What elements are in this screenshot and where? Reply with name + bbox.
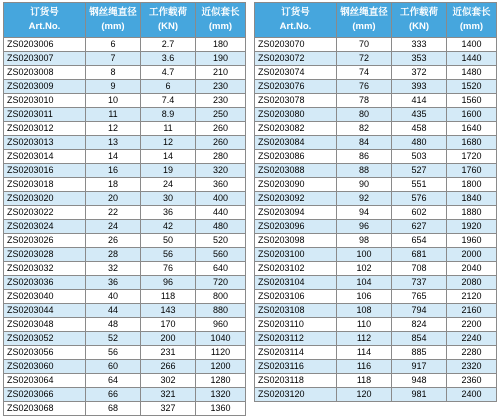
length-cell: 1720 [447,150,497,164]
table-row [4,164,246,178]
diameter-cell: 40 [86,290,141,304]
length-cell: 560 [196,248,246,262]
diameter-cell: 112 [337,332,392,346]
load-cell: 14 [141,150,196,164]
load-cell: 3.6 [141,52,196,66]
diameter-cell: 100 [337,248,392,262]
table-row [255,276,497,290]
diameter-cell: 90 [337,178,392,192]
load-cell: 76 [141,262,196,276]
art-no-cell: ZS0203110 [255,318,337,332]
length-cell: 1520 [447,80,497,94]
diameter-cell: 64 [86,374,141,388]
load-cell: 42 [141,220,196,234]
header-diameter-unit: (mm) [101,21,125,32]
load-cell: 435 [392,108,447,122]
table-row [255,150,497,164]
load-cell: 372 [392,66,447,80]
load-cell: 7.4 [141,94,196,108]
length-cell: 190 [196,52,246,66]
length-cell: 640 [196,262,246,276]
diameter-cell: 36 [86,276,141,290]
diameter-cell: 72 [337,52,392,66]
load-cell: 266 [141,360,196,374]
table-row [4,262,246,276]
art-no-cell: ZS0203116 [255,360,337,374]
header-length [196,3,246,38]
load-cell: 414 [392,94,447,108]
load-cell: 353 [392,52,447,66]
art-no-cell: ZS0203044 [4,304,86,318]
diameter-cell: 104 [337,276,392,290]
art-no-cell: ZS0203094 [255,206,337,220]
diameter-cell: 8 [86,66,141,80]
header-load-label: 工作载荷 [399,7,438,18]
diameter-cell: 52 [86,332,141,346]
right-table-body [255,38,497,402]
load-cell: 4.7 [141,66,196,80]
table-row [4,234,246,248]
load-cell: 170 [141,318,196,332]
diameter-cell: 78 [337,94,392,108]
table-row [255,248,497,262]
load-cell: 480 [392,136,447,150]
load-cell: 30 [141,192,196,206]
load-cell: 765 [392,290,447,304]
art-no-cell: ZS0203120 [255,388,337,402]
load-cell: 2.7 [141,38,196,52]
load-cell: 458 [392,122,447,136]
header-art-no-label: Art.No. [28,21,61,32]
art-no-cell: ZS0203086 [255,150,337,164]
length-cell: 250 [196,108,246,122]
diameter-cell: 88 [337,164,392,178]
length-cell: 1280 [196,374,246,388]
load-cell: 654 [392,234,447,248]
art-no-cell: ZS0203096 [255,220,337,234]
length-cell: 400 [196,192,246,206]
art-no-cell: ZS0203074 [255,66,337,80]
diameter-cell: 48 [86,318,141,332]
load-cell: 8.9 [141,108,196,122]
load-cell: 200 [141,332,196,346]
table-row [255,66,497,80]
diameter-cell: 22 [86,206,141,220]
header-length-unit: (mm) [208,21,233,32]
header-load [141,3,196,38]
diameter-cell: 44 [86,304,141,318]
art-no-cell: ZS0203072 [255,52,337,66]
table-row [4,318,246,332]
load-cell: 56 [141,248,196,262]
diameter-cell: 108 [337,304,392,318]
table-row [255,234,497,248]
diameter-cell: 118 [337,374,392,388]
diameter-cell: 56 [86,346,141,360]
art-no-cell: ZS0203022 [4,206,86,220]
header-diameter-label: 钢丝绳直径 [89,7,137,18]
header-order-no-label: 订货号 [281,7,310,18]
length-cell: 280 [196,150,246,164]
diameter-cell: 68 [86,402,141,416]
diameter-cell: 11 [86,108,141,122]
table-row [4,206,246,220]
load-cell: 6 [141,80,196,94]
art-no-cell: ZS0203080 [255,108,337,122]
length-cell: 2000 [447,248,497,262]
length-cell: 440 [196,206,246,220]
table-row [4,108,246,122]
load-cell: 302 [141,374,196,388]
load-cell: 143 [141,304,196,318]
length-cell: 260 [196,122,246,136]
art-no-cell: ZS0203040 [4,290,86,304]
header-length-label: 近似套长 [201,7,240,18]
load-cell: 917 [392,360,447,374]
table-row [255,346,497,360]
diameter-cell: 70 [337,38,392,52]
header-order-no-label: 订货号 [30,7,59,18]
length-cell: 1600 [447,108,497,122]
header-diameter [86,3,141,38]
load-cell: 36 [141,206,196,220]
load-cell: 708 [392,262,447,276]
table-row [4,192,246,206]
load-cell: 327 [141,402,196,416]
art-no-cell: ZS0203011 [4,108,86,122]
art-no-cell: ZS0203010 [4,94,86,108]
length-cell: 1920 [447,220,497,234]
length-cell: 1200 [196,360,246,374]
table-row [255,360,497,374]
length-cell: 320 [196,164,246,178]
art-no-cell: ZS0203056 [4,346,86,360]
table-row [255,178,497,192]
load-cell: 885 [392,346,447,360]
header-art-no [255,3,337,38]
diameter-cell: 6 [86,38,141,52]
length-cell: 2080 [447,276,497,290]
length-cell: 1840 [447,192,497,206]
length-cell: 520 [196,234,246,248]
art-no-cell: ZS0203036 [4,276,86,290]
length-cell: 480 [196,220,246,234]
art-no-cell: ZS0203118 [255,374,337,388]
diameter-cell: 16 [86,164,141,178]
load-cell: 393 [392,80,447,94]
art-no-cell: ZS0203018 [4,178,86,192]
art-no-cell: ZS0203007 [4,52,86,66]
length-cell: 2120 [447,290,497,304]
length-cell: 1480 [447,66,497,80]
load-cell: 503 [392,150,447,164]
art-no-cell: ZS0203076 [255,80,337,94]
left-table-body [4,38,246,416]
right-spec-table [254,2,497,402]
table-row [4,388,246,402]
table-row [255,332,497,346]
art-no-cell: ZS0203084 [255,136,337,150]
art-no-cell: ZS0203088 [255,164,337,178]
table-row [4,276,246,290]
load-cell: 737 [392,276,447,290]
header-diameter-label: 钢丝绳直径 [340,7,388,18]
load-cell: 948 [392,374,447,388]
header-art-no [4,3,86,38]
length-cell: 1400 [447,38,497,52]
header-length [447,3,497,38]
art-no-cell: ZS0203014 [4,150,86,164]
table-row [4,66,246,80]
art-no-cell: ZS0203006 [4,38,86,52]
length-cell: 1560 [447,94,497,108]
load-cell: 824 [392,318,447,332]
diameter-cell: 26 [86,234,141,248]
diameter-cell: 86 [337,150,392,164]
art-no-cell: ZS0203020 [4,192,86,206]
table-row [4,38,246,52]
table-row [255,290,497,304]
diameter-cell: 80 [337,108,392,122]
art-no-cell: ZS0203008 [4,66,86,80]
art-no-cell: ZS0203104 [255,276,337,290]
table-row [4,150,246,164]
length-cell: 2400 [447,388,497,402]
table-row [255,304,497,318]
length-cell: 230 [196,80,246,94]
load-cell: 50 [141,234,196,248]
diameter-cell: 76 [337,80,392,94]
load-cell: 551 [392,178,447,192]
diameter-cell: 98 [337,234,392,248]
table-row [4,122,246,136]
length-cell: 720 [196,276,246,290]
load-cell: 12 [141,136,196,150]
art-no-cell: ZS0203028 [4,248,86,262]
load-cell: 24 [141,178,196,192]
art-no-cell: ZS0203013 [4,136,86,150]
table-row [4,52,246,66]
length-cell: 2040 [447,262,497,276]
table-row [4,94,246,108]
length-cell: 180 [196,38,246,52]
length-cell: 1800 [447,178,497,192]
table-row [255,94,497,108]
load-cell: 19 [141,164,196,178]
diameter-cell: 9 [86,80,141,94]
art-no-cell: ZS0203048 [4,318,86,332]
length-cell: 1760 [447,164,497,178]
table-row [255,38,497,52]
header-load-unit: (KN) [408,21,430,32]
diameter-cell: 13 [86,136,141,150]
header-row [4,3,246,38]
diameter-cell: 7 [86,52,141,66]
diameter-cell: 32 [86,262,141,276]
table-row [255,192,497,206]
length-cell: 210 [196,66,246,80]
table-row [255,52,497,66]
length-cell: 960 [196,318,246,332]
length-cell: 2160 [447,304,497,318]
load-cell: 681 [392,248,447,262]
art-no-cell: ZS0203106 [255,290,337,304]
load-cell: 333 [392,38,447,52]
table-row [255,262,497,276]
table-row [4,346,246,360]
load-cell: 576 [392,192,447,206]
art-no-cell: ZS0203032 [4,262,86,276]
table-row [255,122,497,136]
load-cell: 96 [141,276,196,290]
diameter-cell: 120 [337,388,392,402]
header-load-label: 工作载荷 [148,7,187,18]
diameter-cell: 96 [337,220,392,234]
art-no-cell: ZS0203092 [255,192,337,206]
art-no-cell: ZS0203078 [255,94,337,108]
length-cell: 1880 [447,206,497,220]
load-cell: 794 [392,304,447,318]
table-row [255,80,497,94]
length-cell: 1440 [447,52,497,66]
table-row [4,304,246,318]
load-cell: 602 [392,206,447,220]
diameter-cell: 66 [86,388,141,402]
table-row [4,220,246,234]
diameter-cell: 12 [86,122,141,136]
art-no-cell: ZS0203009 [4,80,86,94]
diameter-cell: 116 [337,360,392,374]
load-cell: 854 [392,332,447,346]
length-cell: 1360 [196,402,246,416]
load-cell: 231 [141,346,196,360]
length-cell: 1640 [447,122,497,136]
load-cell: 627 [392,220,447,234]
diameter-cell: 10 [86,94,141,108]
art-no-cell: ZS0203052 [4,332,86,346]
table-row [4,248,246,262]
header-art-no-label: Art.No. [279,21,312,32]
table-row [4,80,246,94]
length-cell: 2360 [447,374,497,388]
diameter-cell: 82 [337,122,392,136]
table-row [255,136,497,150]
load-cell: 527 [392,164,447,178]
header-load [392,3,447,38]
art-no-cell: ZS0203102 [255,262,337,276]
art-no-cell: ZS0203090 [255,178,337,192]
art-no-cell: ZS0203082 [255,122,337,136]
length-cell: 230 [196,94,246,108]
art-no-cell: ZS0203108 [255,304,337,318]
length-cell: 1320 [196,388,246,402]
diameter-cell: 28 [86,248,141,262]
diameter-cell: 94 [337,206,392,220]
length-cell: 2280 [447,346,497,360]
length-cell: 2240 [447,332,497,346]
table-row [4,374,246,388]
header-length-label: 近似套长 [452,7,491,18]
diameter-cell: 60 [86,360,141,374]
diameter-cell: 18 [86,178,141,192]
length-cell: 1960 [447,234,497,248]
diameter-cell: 92 [337,192,392,206]
art-no-cell: ZS0203024 [4,220,86,234]
load-cell: 981 [392,388,447,402]
diameter-cell: 24 [86,220,141,234]
table-row [255,206,497,220]
table-row [4,290,246,304]
length-cell: 1040 [196,332,246,346]
length-cell: 880 [196,304,246,318]
table-row [4,332,246,346]
art-no-cell: ZS0203114 [255,346,337,360]
header-diameter [337,3,392,38]
left-spec-table [3,2,246,416]
table-row [255,164,497,178]
table-row [255,388,497,402]
art-no-cell: ZS0203012 [4,122,86,136]
diameter-cell: 84 [337,136,392,150]
art-no-cell: ZS0203070 [255,38,337,52]
table-row [255,108,497,122]
diameter-cell: 74 [337,66,392,80]
length-cell: 2320 [447,360,497,374]
length-cell: 260 [196,136,246,150]
diameter-cell: 106 [337,290,392,304]
table-row [4,402,246,416]
table-row [4,136,246,150]
art-no-cell: ZS0203066 [4,388,86,402]
load-cell: 118 [141,290,196,304]
art-no-cell: ZS0203100 [255,248,337,262]
table-row [4,360,246,374]
length-cell: 360 [196,178,246,192]
diameter-cell: 114 [337,346,392,360]
diameter-cell: 110 [337,318,392,332]
art-no-cell: ZS0203098 [255,234,337,248]
length-cell: 2200 [447,318,497,332]
table-row [4,178,246,192]
diameter-cell: 20 [86,192,141,206]
load-cell: 321 [141,388,196,402]
art-no-cell: ZS0203016 [4,164,86,178]
diameter-cell: 102 [337,262,392,276]
load-cell: 11 [141,122,196,136]
table-row [255,374,497,388]
table-row [255,220,497,234]
art-no-cell: ZS0203064 [4,374,86,388]
header-length-unit: (mm) [459,21,484,32]
art-no-cell: ZS0203112 [255,332,337,346]
table-row [255,318,497,332]
art-no-cell: ZS0203060 [4,360,86,374]
header-diameter-unit: (mm) [352,21,376,32]
length-cell: 800 [196,290,246,304]
length-cell: 1680 [447,136,497,150]
art-no-cell: ZS0203026 [4,234,86,248]
art-no-cell: ZS0203068 [4,402,86,416]
length-cell: 1120 [196,346,246,360]
diameter-cell: 14 [86,150,141,164]
header-row [255,3,497,38]
header-load-unit: (KN) [157,21,179,32]
